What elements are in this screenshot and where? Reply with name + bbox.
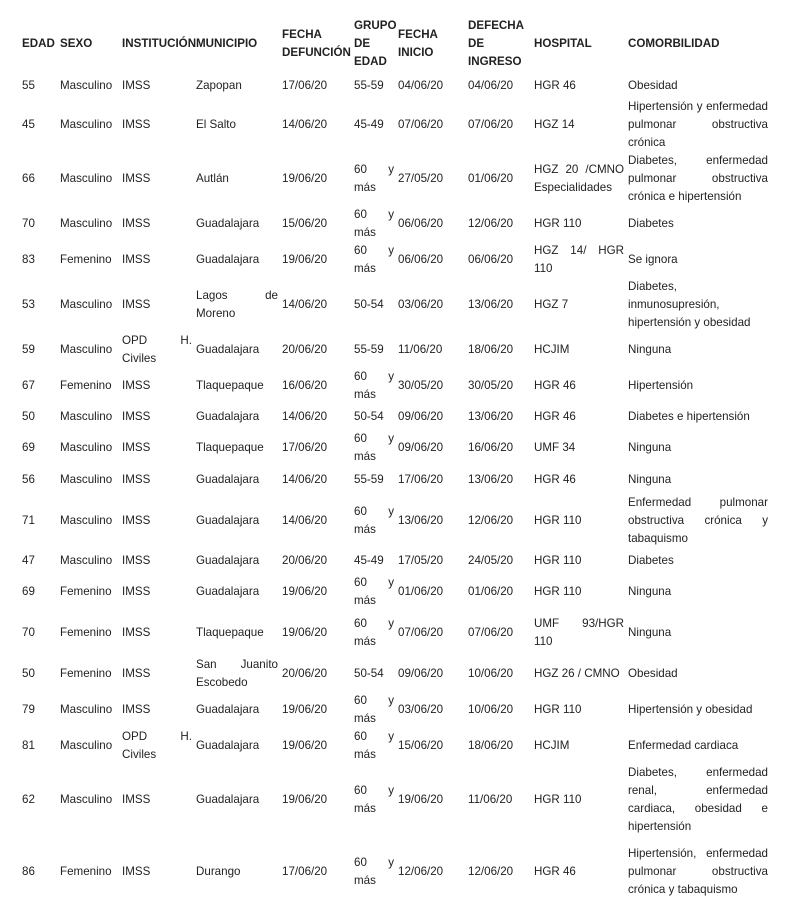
cell-comorbilidad: Hipertensión y enfermedad pulmonar obstructiva crónica	[628, 100, 768, 149]
cell-grupo-edad: 60 y más	[354, 617, 394, 648]
cell-fecha-inicio: 15/06/20	[398, 739, 444, 752]
cell-hospital: HGR 110	[534, 703, 582, 716]
header-fecha-defuncion: FECHA DEFUNCIÓN	[282, 28, 351, 59]
cell-fecha-inicio: 19/06/20	[398, 793, 444, 806]
cell-institucion: IMSS	[122, 585, 151, 598]
cell-edad: 45	[22, 118, 35, 131]
cell-grupo-edad: 60 y más	[354, 784, 394, 815]
cell-comorbilidad: Hipertensión, enfermedad pulmonar obstructiva crónica y tabaquismo	[628, 847, 768, 896]
cell-comorbilidad: Se ignora	[628, 253, 678, 266]
cell-fecha-ingreso: 12/06/20	[468, 865, 514, 878]
cell-sexo: Masculino	[60, 343, 113, 356]
cell-fecha-inicio: 17/06/20	[398, 473, 444, 486]
cell-grupo-edad: 55-59	[354, 79, 384, 92]
cell-fecha-defuncion: 20/06/20	[282, 554, 328, 567]
cell-institucion: IMSS	[122, 793, 151, 806]
table-row	[20, 242, 770, 278]
cell-grupo-edad: 60 y más	[354, 432, 394, 463]
cell-fecha-inicio: 17/05/20	[398, 554, 444, 567]
cell-fecha-inicio: 01/06/20	[398, 585, 444, 598]
cell-fecha-defuncion: 19/06/20	[282, 585, 328, 598]
cell-institucion: IMSS	[122, 441, 151, 454]
cell-fecha-ingreso: 10/06/20	[468, 667, 514, 680]
table-row	[20, 494, 770, 548]
cell-fecha-defuncion: 19/06/20	[282, 172, 328, 185]
cell-hospital: HGZ 7	[534, 298, 569, 311]
cell-municipio: Guadalajara	[196, 410, 260, 423]
cell-fecha-defuncion: 15/06/20	[282, 217, 328, 230]
cell-grupo-edad: 45-49	[354, 118, 384, 131]
cell-municipio: Guadalajara	[196, 703, 260, 716]
cell-municipio: Guadalajara	[196, 217, 260, 230]
cell-comorbilidad: Hipertensión	[628, 379, 694, 392]
cell-comorbilidad: Diabetes, enfermedad renal, enfermedad cardiaca, obesidad e hipertensión	[628, 766, 768, 833]
cell-edad: 47	[22, 554, 35, 567]
cell-sexo: Masculino	[60, 703, 113, 716]
cell-fecha-inicio: 07/06/20	[398, 118, 444, 131]
cell-fecha-ingreso: 07/06/20	[468, 118, 514, 131]
cell-fecha-ingreso: 07/06/20	[468, 626, 514, 639]
cell-fecha-defuncion: 19/06/20	[282, 626, 328, 639]
cell-institucion: IMSS	[122, 118, 151, 131]
cell-grupo-edad: 60 y más	[354, 576, 394, 607]
cell-comorbilidad: Ninguna	[628, 343, 672, 356]
cell-grupo-edad: 60 y más	[354, 370, 394, 401]
cell-sexo: Masculino	[60, 217, 113, 230]
header-comorbilidad: COMORBILIDAD	[628, 37, 720, 50]
cell-comorbilidad: Ninguna	[628, 441, 672, 454]
cell-fecha-ingreso: 10/06/20	[468, 703, 514, 716]
cell-sexo: Femenino	[60, 865, 112, 878]
cell-sexo: Masculino	[60, 514, 113, 527]
table-row	[20, 152, 770, 206]
header-hospital: HOSPITAL	[534, 37, 592, 50]
cell-edad: 69	[22, 441, 35, 454]
header-municipio: MUNICIPIO	[196, 37, 258, 50]
cell-institucion: OPD H. Civiles	[122, 334, 192, 365]
cell-fecha-inicio: 06/06/20	[398, 253, 444, 266]
cell-grupo-edad: 60 y más	[354, 730, 394, 761]
cell-comorbilidad: Diabetes	[628, 554, 674, 567]
header-fecha-inicio: FECHA INICIO	[398, 28, 438, 59]
cell-grupo-edad: 45-49	[354, 554, 384, 567]
cell-fecha-defuncion: 20/06/20	[282, 667, 328, 680]
cell-comorbilidad: Diabetes, inmunosupresión, hipertensión y obesidad	[628, 280, 751, 329]
cell-hospital: HGR 110	[534, 514, 582, 527]
cell-edad: 67	[22, 379, 35, 392]
table-row	[20, 404, 770, 430]
cell-fecha-defuncion: 14/06/20	[282, 118, 328, 131]
table-row	[20, 836, 770, 908]
cell-fecha-ingreso: 11/06/20	[468, 793, 513, 806]
cell-sexo: Femenino	[60, 667, 112, 680]
table-row	[20, 332, 770, 368]
cell-comorbilidad: Obesidad	[628, 667, 678, 680]
cell-fecha-ingreso: 04/06/20	[468, 79, 514, 92]
cell-hospital: HGR 110	[534, 217, 582, 230]
cell-fecha-inicio: 09/06/20	[398, 410, 444, 423]
cell-grupo-edad: 55-59	[354, 343, 384, 356]
cell-hospital: HGR 110	[534, 793, 582, 806]
table-row	[20, 764, 770, 836]
table-row	[20, 368, 770, 404]
cell-edad: 70	[22, 217, 35, 230]
cell-comorbilidad: Enfermedad pulmonar obstructiva crónica y tabaquismo	[628, 496, 768, 545]
cell-grupo-edad: 60 y más	[354, 694, 394, 725]
cell-municipio: Tlaquepaque	[196, 626, 264, 639]
cell-hospital: HGZ 14/ HGR 110	[534, 244, 624, 275]
header-fecha-ingreso: DEFECHA DE INGRESO	[468, 19, 524, 68]
cell-fecha-defuncion: 14/06/20	[282, 514, 328, 527]
cell-institucion: IMSS	[122, 253, 151, 266]
cell-institucion: IMSS	[122, 172, 151, 185]
cell-sexo: Masculino	[60, 554, 113, 567]
cell-municipio: Guadalajara	[196, 343, 260, 356]
cell-institucion: OPD H. Civiles	[122, 730, 192, 761]
cell-fecha-inicio: 11/06/20	[398, 343, 443, 356]
cell-fecha-defuncion: 19/06/20	[282, 703, 328, 716]
cell-hospital: UMF 34	[534, 441, 576, 454]
cell-institucion: IMSS	[122, 379, 151, 392]
cell-edad: 56	[22, 473, 35, 486]
cell-comorbilidad: Diabetes	[628, 217, 674, 230]
cell-fecha-ingreso: 16/06/20	[468, 441, 514, 454]
cell-municipio: Lagos de Moreno	[196, 289, 278, 320]
cell-municipio: Guadalajara	[196, 739, 260, 752]
cell-comorbilidad: Ninguna	[628, 585, 672, 598]
cell-fecha-inicio: 07/06/20	[398, 626, 444, 639]
table-row	[20, 206, 770, 242]
cell-hospital: HGR 110	[534, 585, 582, 598]
cell-comorbilidad: Obesidad	[628, 79, 678, 92]
cell-sexo: Femenino	[60, 379, 112, 392]
cell-hospital: HGR 46	[534, 379, 576, 392]
table-row	[20, 610, 770, 656]
table-row	[20, 430, 770, 466]
cell-grupo-edad: 50-54	[354, 298, 384, 311]
cell-fecha-inicio: 06/06/20	[398, 217, 444, 230]
cell-fecha-inicio: 04/06/20	[398, 79, 444, 92]
cell-fecha-defuncion: 19/06/20	[282, 253, 328, 266]
cell-institucion: IMSS	[122, 626, 151, 639]
cell-fecha-inicio: 12/06/20	[398, 865, 444, 878]
cell-municipio: Durango	[196, 865, 241, 878]
cell-fecha-ingreso: 12/06/20	[468, 514, 514, 527]
cell-municipio: Tlaquepaque	[196, 441, 264, 454]
cell-municipio: San Juanito Escobedo	[196, 658, 278, 689]
cell-fecha-inicio: 03/06/20	[398, 298, 444, 311]
cell-sexo: Femenino	[60, 253, 112, 266]
cell-fecha-defuncion: 16/06/20	[282, 379, 328, 392]
cell-fecha-ingreso: 13/06/20	[468, 410, 514, 423]
cell-grupo-edad: 60 y más	[354, 856, 394, 887]
cell-edad: 66	[22, 172, 35, 185]
cell-fecha-defuncion: 20/06/20	[282, 343, 328, 356]
cell-sexo: Masculino	[60, 79, 113, 92]
table-row	[20, 466, 770, 494]
cell-fecha-defuncion: 17/06/20	[282, 79, 328, 92]
cell-edad: 79	[22, 703, 35, 716]
table-row	[20, 692, 770, 728]
cell-comorbilidad: Ninguna	[628, 473, 672, 486]
cell-institucion: IMSS	[122, 79, 151, 92]
cell-hospital: HGZ 20 /CMNO Especialidades	[534, 163, 624, 194]
cell-sexo: Masculino	[60, 172, 113, 185]
cell-edad: 55	[22, 79, 35, 92]
cell-comorbilidad: Diabetes e hipertensión	[628, 410, 750, 423]
cell-institucion: IMSS	[122, 410, 151, 423]
cell-hospital: HCJIM	[534, 343, 570, 356]
cell-institucion: IMSS	[122, 865, 151, 878]
cell-hospital: HCJIM	[534, 739, 570, 752]
cell-municipio: Guadalajara	[196, 585, 260, 598]
cell-grupo-edad: 55-59	[354, 473, 384, 486]
cell-sexo: Masculino	[60, 793, 113, 806]
cell-fecha-ingreso: 06/06/20	[468, 253, 514, 266]
table-row	[20, 574, 770, 610]
cell-edad: 69	[22, 585, 35, 598]
cell-institucion: IMSS	[122, 554, 151, 567]
cell-grupo-edad: 50-54	[354, 410, 384, 423]
cell-grupo-edad: 50-54	[354, 667, 384, 680]
cell-municipio: Autlán	[196, 172, 229, 185]
cell-fecha-defuncion: 19/06/20	[282, 793, 328, 806]
cell-edad: 53	[22, 298, 35, 311]
cell-edad: 50	[22, 667, 35, 680]
cell-hospital: UMF 93/HGR 110	[534, 617, 624, 648]
table-row	[20, 728, 770, 764]
cell-municipio: Guadalajara	[196, 554, 260, 567]
cell-institucion: IMSS	[122, 514, 151, 527]
cell-fecha-inicio: 13/06/20	[398, 514, 444, 527]
cell-sexo: Masculino	[60, 118, 113, 131]
cell-fecha-ingreso: 18/06/20	[468, 739, 514, 752]
cell-comorbilidad: Ninguna	[628, 626, 672, 639]
cell-fecha-defuncion: 14/06/20	[282, 298, 328, 311]
cell-grupo-edad: 60 y más	[354, 505, 394, 536]
cell-fecha-inicio: 03/06/20	[398, 703, 444, 716]
cell-municipio: Guadalajara	[196, 253, 260, 266]
cell-fecha-ingreso: 18/06/20	[468, 343, 514, 356]
cell-institucion: IMSS	[122, 217, 151, 230]
cell-edad: 83	[22, 253, 35, 266]
cell-sexo: Masculino	[60, 410, 113, 423]
cell-hospital: HGZ 26 / CMNO	[534, 667, 620, 680]
cell-institucion: IMSS	[122, 298, 151, 311]
cell-sexo: Femenino	[60, 626, 112, 639]
cell-fecha-ingreso: 12/06/20	[468, 217, 514, 230]
cell-fecha-defuncion: 14/06/20	[282, 410, 328, 423]
cell-fecha-defuncion: 14/06/20	[282, 473, 328, 486]
cell-hospital: HGZ 14	[534, 118, 575, 131]
cell-fecha-ingreso: 01/06/20	[468, 172, 514, 185]
cell-municipio: Guadalajara	[196, 793, 260, 806]
cell-comorbilidad: Enfermedad cardiaca	[628, 739, 739, 752]
cell-grupo-edad: 60 y más	[354, 244, 394, 275]
cell-municipio: El Salto	[196, 118, 236, 131]
cell-fecha-defuncion: 17/06/20	[282, 865, 328, 878]
cell-comorbilidad: Diabetes, enfermedad pulmonar obstructiva crónica e hipertensión	[628, 154, 768, 203]
cell-hospital: HGR 110	[534, 554, 582, 567]
cell-institucion: IMSS	[122, 667, 151, 680]
covid-deaths-table	[20, 14, 770, 908]
cell-municipio: Zapopan	[196, 79, 242, 92]
cell-fecha-inicio: 09/06/20	[398, 441, 444, 454]
cell-municipio: Guadalajara	[196, 514, 260, 527]
cell-fecha-ingreso: 13/06/20	[468, 473, 514, 486]
cell-edad: 81	[22, 739, 35, 752]
header-institucion: INSTITUCIÓN	[122, 37, 197, 50]
cell-sexo: Femenino	[60, 585, 112, 598]
cell-grupo-edad: 60 y más	[354, 163, 394, 194]
cell-edad: 62	[22, 793, 35, 806]
cell-sexo: Masculino	[60, 298, 113, 311]
cell-edad: 50	[22, 410, 35, 423]
cell-hospital: HGR 46	[534, 79, 576, 92]
cell-fecha-defuncion: 19/06/20	[282, 739, 328, 752]
table-header-row	[20, 14, 770, 74]
header-grupo-edad: GRUPO DE EDAD	[354, 19, 397, 68]
cell-comorbilidad: Hipertensión y obesidad	[628, 703, 753, 716]
cell-edad: 59	[22, 343, 35, 356]
cell-edad: 71	[22, 514, 35, 527]
cell-institucion: IMSS	[122, 703, 151, 716]
cell-hospital: HGR 46	[534, 410, 576, 423]
cell-sexo: Masculino	[60, 441, 113, 454]
cell-fecha-ingreso: 01/06/20	[468, 585, 514, 598]
cell-institucion: IMSS	[122, 473, 151, 486]
cell-hospital: HGR 46	[534, 473, 576, 486]
cell-grupo-edad: 60 y más	[354, 208, 394, 239]
cell-fecha-ingreso: 30/05/20	[468, 379, 514, 392]
table-body	[20, 74, 770, 908]
table-row	[20, 278, 770, 332]
table-row	[20, 98, 770, 152]
cell-sexo: Masculino	[60, 473, 113, 486]
table-row	[20, 74, 770, 98]
table-row	[20, 548, 770, 574]
cell-sexo: Masculino	[60, 739, 113, 752]
cell-fecha-inicio: 30/05/20	[398, 379, 444, 392]
cell-fecha-ingreso: 24/05/20	[468, 554, 514, 567]
header-sexo: SEXO	[60, 37, 93, 50]
cell-fecha-defuncion: 17/06/20	[282, 441, 328, 454]
cell-edad: 70	[22, 626, 35, 639]
cell-municipio: Tlaquepaque	[196, 379, 264, 392]
cell-hospital: HGR 46	[534, 865, 576, 878]
cell-fecha-inicio: 09/06/20	[398, 667, 444, 680]
cell-fecha-ingreso: 13/06/20	[468, 298, 514, 311]
cell-municipio: Guadalajara	[196, 473, 260, 486]
cell-edad: 86	[22, 865, 35, 878]
header-edad: EDAD	[22, 37, 55, 50]
cell-fecha-inicio: 27/05/20	[398, 172, 444, 185]
table-row	[20, 656, 770, 692]
